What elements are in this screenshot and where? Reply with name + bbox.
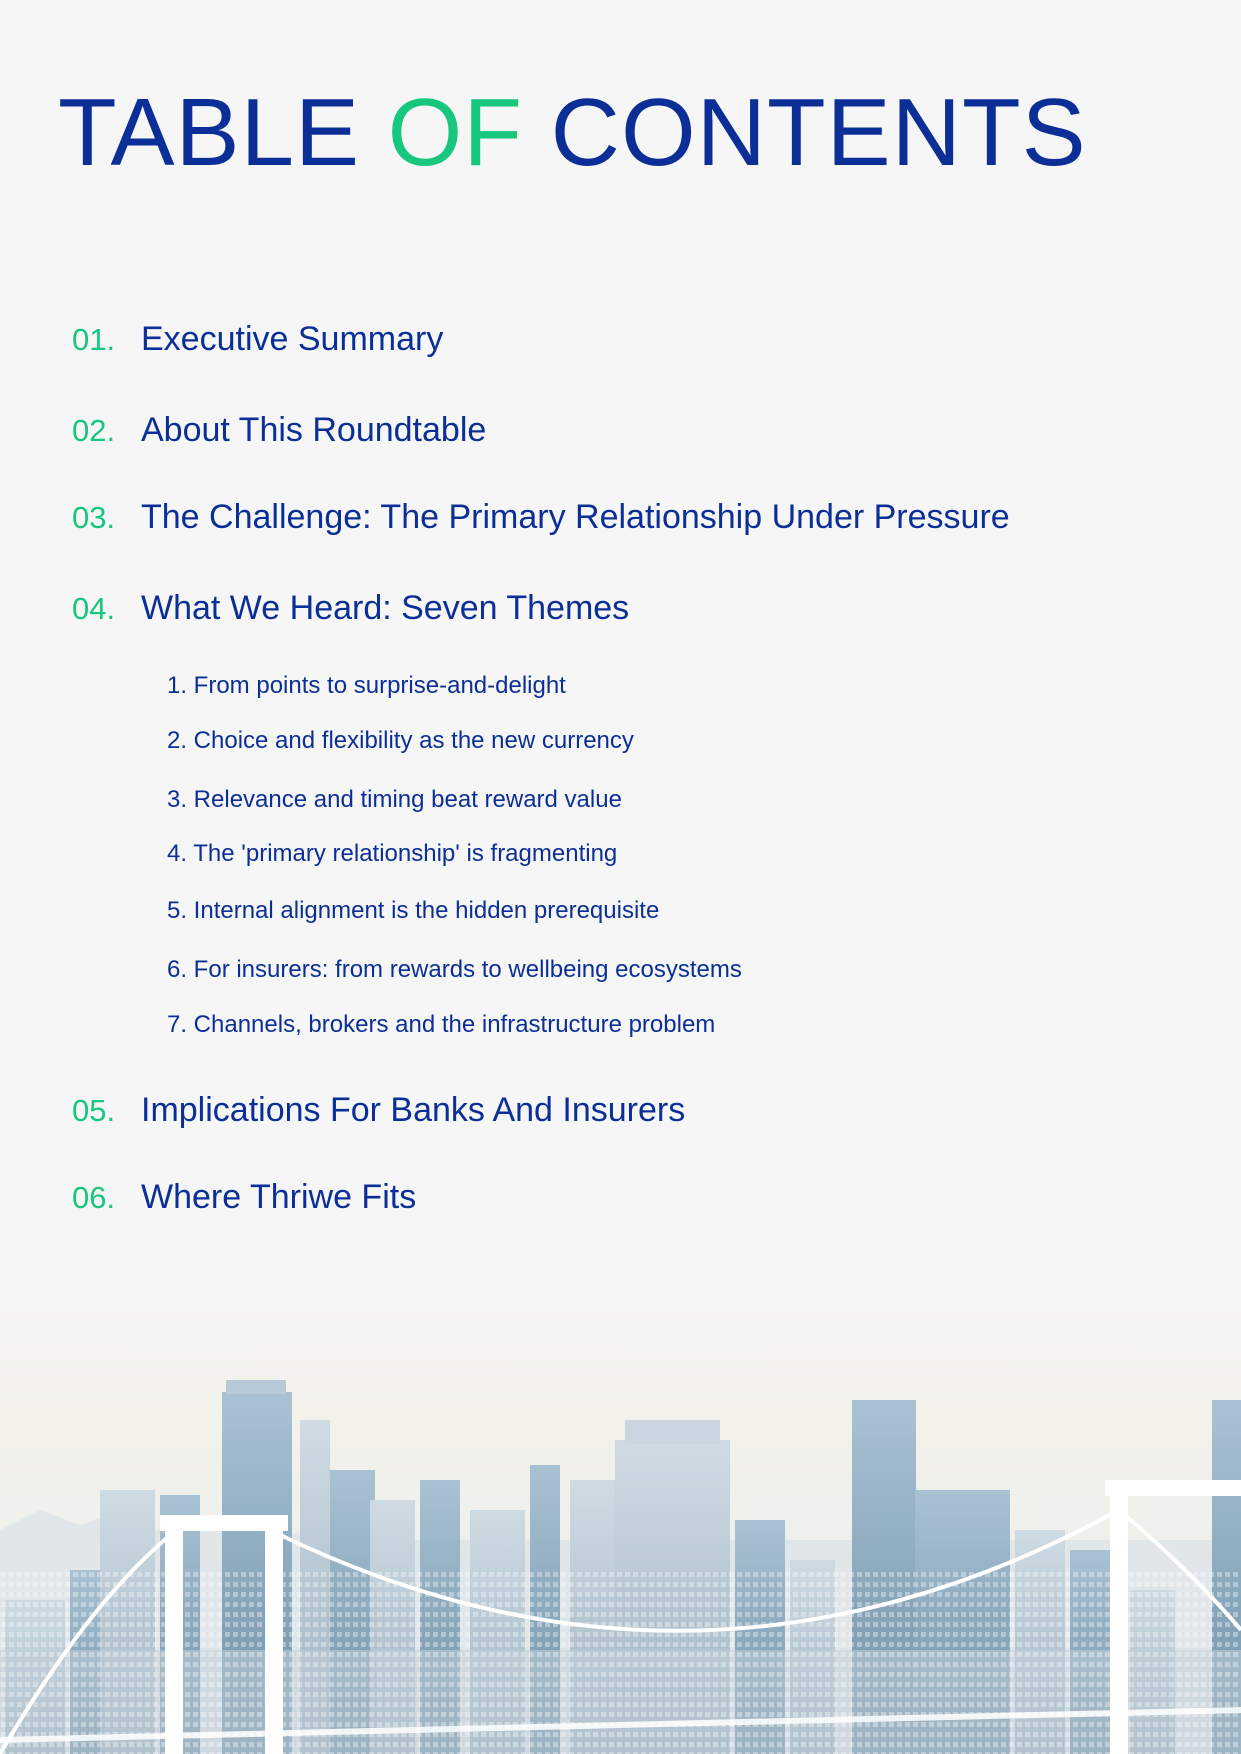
theme-item[interactable]: 5. Internal alignment is the hidden prerequisite — [167, 897, 660, 924]
toc-label: Where Thriwe Fits — [141, 1178, 417, 1216]
toc-number: 05. — [72, 1093, 116, 1128]
title-word-contents: CONTENTS — [550, 79, 1087, 186]
toc-label: The Challenge: The Primary Relationship Under Pressure — [141, 498, 1010, 536]
theme-item[interactable]: 3. Relevance and timing beat reward value — [167, 786, 622, 813]
toc-item-what-we-heard[interactable] — [72, 589, 629, 628]
theme-item[interactable]: 2. Choice and flexibility as the new currency — [167, 727, 634, 754]
toc-number: 03. — [72, 500, 116, 535]
toc-label: Executive Summary — [141, 320, 444, 358]
toc-item-the-challenge[interactable] — [72, 498, 1010, 537]
toc-number: 04. — [72, 591, 116, 626]
toc-number: 06. — [72, 1180, 116, 1215]
toc-number: 02. — [72, 413, 116, 448]
toc-item-executive-summary[interactable] — [72, 320, 443, 359]
toc-item-implications[interactable] — [72, 1091, 685, 1130]
theme-item[interactable]: 4. The 'primary relationship' is fragmenting — [167, 840, 618, 867]
toc-label: About This Roundtable — [141, 411, 487, 449]
toc-item-about-roundtable[interactable] — [72, 411, 486, 450]
toc-label: What We Heard: Seven Themes — [141, 589, 630, 627]
toc-item-where-thriwe-fits[interactable] — [72, 1178, 416, 1217]
theme-item[interactable]: 7. Channels, brokers and the infrastructure problem — [167, 1011, 716, 1038]
city-skyline-image — [0, 1270, 1241, 1754]
theme-item[interactable]: 1. From points to surprise-and-delight — [167, 672, 566, 699]
title-word-table: TABLE — [58, 79, 360, 186]
theme-item[interactable]: 6. For insurers: from rewards to wellbeing ecosystems — [167, 956, 742, 983]
toc-label: Implications For Banks And Insurers — [141, 1091, 686, 1129]
page-title — [58, 78, 1087, 188]
title-word-of: OF — [387, 79, 523, 186]
toc-number: 01. — [72, 322, 116, 357]
